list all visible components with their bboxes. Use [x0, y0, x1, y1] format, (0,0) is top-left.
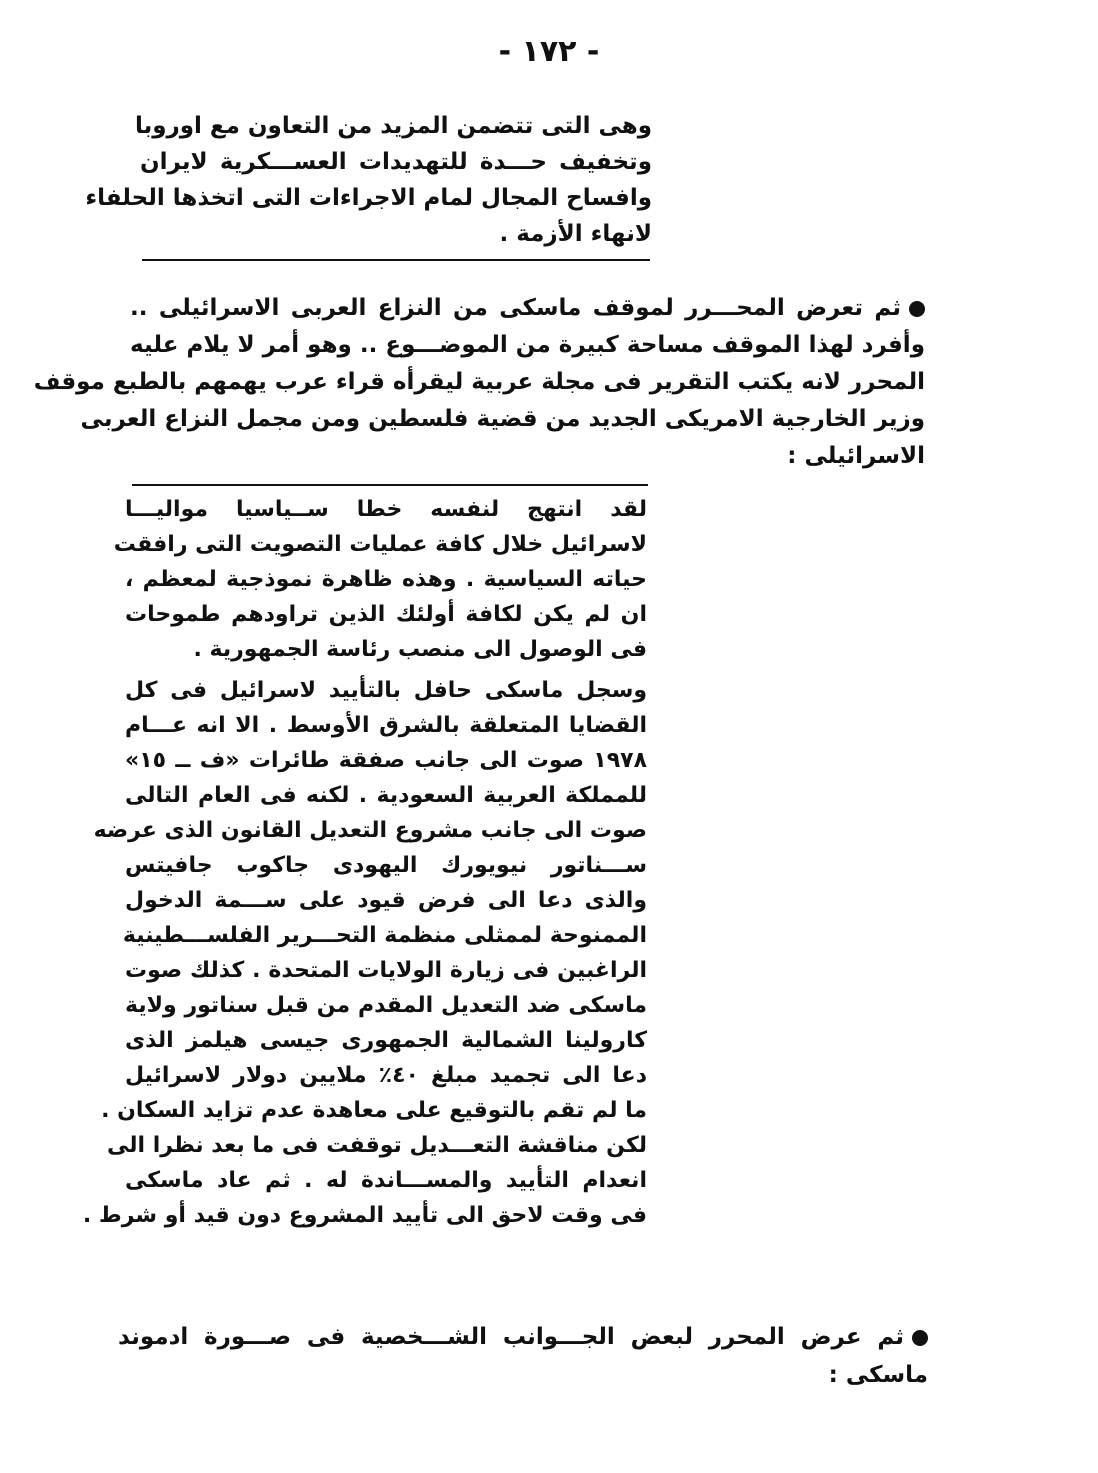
quote2-p2-line: الممنوحة لممثلى منظمة التحـــرير الفلســـطينية	[122, 923, 647, 948]
quote2-p2-line: الراغبين فى زيارة الولايات المتحدة . كذلك صوت	[125, 958, 647, 983]
commentary2-line-first	[118, 1318, 928, 1356]
quote2-p2-line: ١٩٧٨ صوت الى جانب صفقة طائرات «ف ــ ١٥»	[125, 748, 647, 773]
page-number: - ١٧٢ -	[498, 34, 600, 69]
quote2-p1-line: حياته السياسية . وهذه ظاهرة نموذجية لمعظم ،	[125, 567, 647, 592]
quote2-p2-line: والذى دعا الى فرض قيود على ســـمة الدخول	[125, 888, 647, 913]
quote2-p1-line: ان لم يكن لكافة أولئك الذين تراودهم طموحات	[125, 602, 647, 627]
quote-block-1	[85, 108, 652, 252]
quote1-line: وتخفيف حـــدة للتهديدات العســـكرية لايران	[140, 149, 652, 175]
quote2-p2-line: وسجل ماسكى حافل بالتأييد لاسرائيل فى كل	[125, 678, 647, 703]
commentary-block-1	[33, 290, 925, 475]
quote2-p1-line: لاسرائيل خلال كافة عمليات التصويت التى رافقت	[113, 532, 647, 557]
commentary1-line: وزير الخارجية الامريكى الجديد من قضية فلسطين ومن مجمل النزاع العربى	[80, 406, 925, 432]
commentary-block-2	[118, 1318, 928, 1394]
quote1-line: لانهاء الأزمة .	[499, 221, 652, 247]
quote1-line: وهى التى تتضمن المزيد من التعاون مع اوروبا	[134, 113, 652, 139]
quote2-p2-line: انعدام التأييد والمســـاندة له . ثم عاد ماسكى	[125, 1168, 647, 1193]
divider-rule	[142, 259, 650, 261]
quote1-line: وافساح المجال لمام الاجراءات التى اتخذها الحلفاء	[85, 185, 652, 211]
quote2-p2-line: ماسكى ضد التعديل المقدم من قبل سناتور ولاية	[125, 993, 647, 1018]
commentary1-line: وأفرد لهذا الموقف مساحة كبيرة من الموضـــوع .. وهو أمر لا يلام عليه	[130, 332, 925, 358]
quote2-p2-line: دعا الى تجميد مبلغ ٤٠٪ ملايين دولار لاسرائيل	[125, 1063, 647, 1088]
quote2-p2-line: فى وقت لاحق الى تأييد المشروع دون قيد أو شرط .	[82, 1203, 647, 1228]
commentary2-line: ثم عرض المحرر لبعض الجـــوانب الشـــخصية فى صـــورة ادموند	[118, 1324, 904, 1350]
commentary1-line: الاسرائيلى :	[787, 443, 925, 469]
quote2-p2-line: للمملكة العربية السعودية . لكنه فى العام التالى	[125, 783, 647, 808]
commentary1-line: ثم تعرض المحـــرر لموقف ماسكى من النزاع العربى الاسرائيلى ..	[130, 295, 901, 321]
quote2-p2-line: ما لم تقم بالتوقيع على معاهدة عدم تزايد السكان .	[101, 1098, 647, 1123]
quote2-p2-line: القضايا المتعلقة بالشرق الأوسط . الا انه عـــام	[125, 713, 647, 738]
quote2-p2-line: ســـناتور نيويورك اليهودى جاكوب جافيتس	[125, 853, 647, 878]
quote2-p2-line: صوت الى جانب مشروع التعديل القانون الذى عرضه	[93, 818, 647, 843]
quote2-p1-line: لقد انتهج لنفسه خطا ســياسيا مواليـــا	[125, 497, 647, 522]
quote2-p2-line: لكن مناقشة التعـــديل توقفت فى ما بعد نظرا الى	[107, 1133, 647, 1158]
commentary2-line: ماسكى :	[828, 1362, 928, 1388]
quote2-p2-line: كارولينا الشمالية الجمهورى جيسى هيلمز الذى	[125, 1028, 647, 1053]
commentary1-line: المحرر لانه يكتب التقرير فى مجلة عربية ليقرأه قراء عرب يهمهم بالطبع موقف	[33, 369, 925, 395]
quote-block-2	[82, 492, 647, 1233]
quote2-p1-line: فى الوصول الى منصب رئاسة الجمهورية .	[193, 637, 647, 662]
bullet-icon	[909, 301, 925, 317]
bullet-icon	[912, 1330, 928, 1346]
commentary1-line-first	[130, 290, 925, 327]
divider-rule	[132, 484, 648, 486]
